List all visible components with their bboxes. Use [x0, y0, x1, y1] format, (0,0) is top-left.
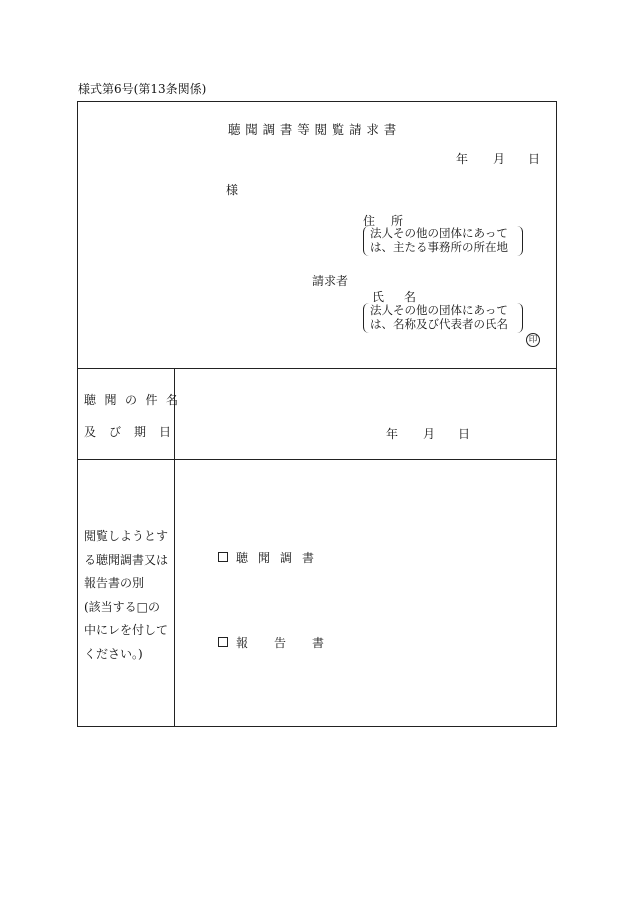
document-type-label-line-1: 閲覧しようとす	[84, 529, 169, 543]
document-type-label	[84, 525, 168, 666]
name-label: 氏 名	[372, 290, 421, 304]
form-number-label: 様式第6号(第13条関係)	[78, 82, 207, 96]
hearing-record-checkbox[interactable]	[218, 552, 228, 562]
row-divider-top	[78, 368, 556, 369]
form-title: 聴聞調書等閲覧請求書	[228, 122, 402, 137]
document-type-label-line-3: 報告書の別	[84, 576, 145, 590]
option-hearing-record[interactable]	[218, 547, 324, 566]
hearing-date-month: 月	[423, 427, 436, 441]
hearing-label-text: 及び期日	[84, 425, 185, 439]
addressee-suffix: 様	[226, 183, 239, 197]
row-divider-middle	[78, 459, 556, 460]
address-note-line-2: は、主たる事務所の所在地	[370, 240, 508, 254]
document-type-label-line-5: 中にレを付して	[84, 623, 169, 637]
address-note-line-1: 法人その他の団体にあって	[370, 226, 508, 240]
option-report[interactable]	[218, 632, 350, 651]
column-divider	[174, 368, 175, 726]
hearing-date-day: 日	[458, 427, 471, 441]
document-type-label-line-6: ください。)	[84, 646, 143, 661]
name-note-line-1: 法人その他の団体にあって	[370, 303, 508, 317]
seal-mark: 印	[526, 333, 540, 347]
requester-label: 請求者	[312, 274, 349, 288]
address-note	[363, 226, 523, 256]
option-report-label: 報告書	[236, 636, 351, 650]
name-note	[363, 303, 523, 333]
hearing-label-line-1: 聴聞の件名	[84, 393, 187, 407]
hearing-label-line-2	[84, 423, 185, 440]
request-date-month: 月	[493, 152, 506, 166]
address-label: 住 所	[363, 214, 406, 228]
document-type-label-line-2: る聴聞調書又は	[84, 552, 169, 567]
report-checkbox[interactable]	[218, 637, 228, 647]
document-type-label-line-4: (該当する□の	[84, 599, 161, 614]
request-date-day: 日	[528, 152, 541, 166]
request-date-year: 年	[456, 152, 469, 166]
name-note-line-2: は、名称及び代表者の氏名	[370, 317, 508, 331]
option-hearing-record-label: 聴聞調書	[236, 551, 325, 565]
hearing-date-year: 年	[386, 427, 399, 441]
